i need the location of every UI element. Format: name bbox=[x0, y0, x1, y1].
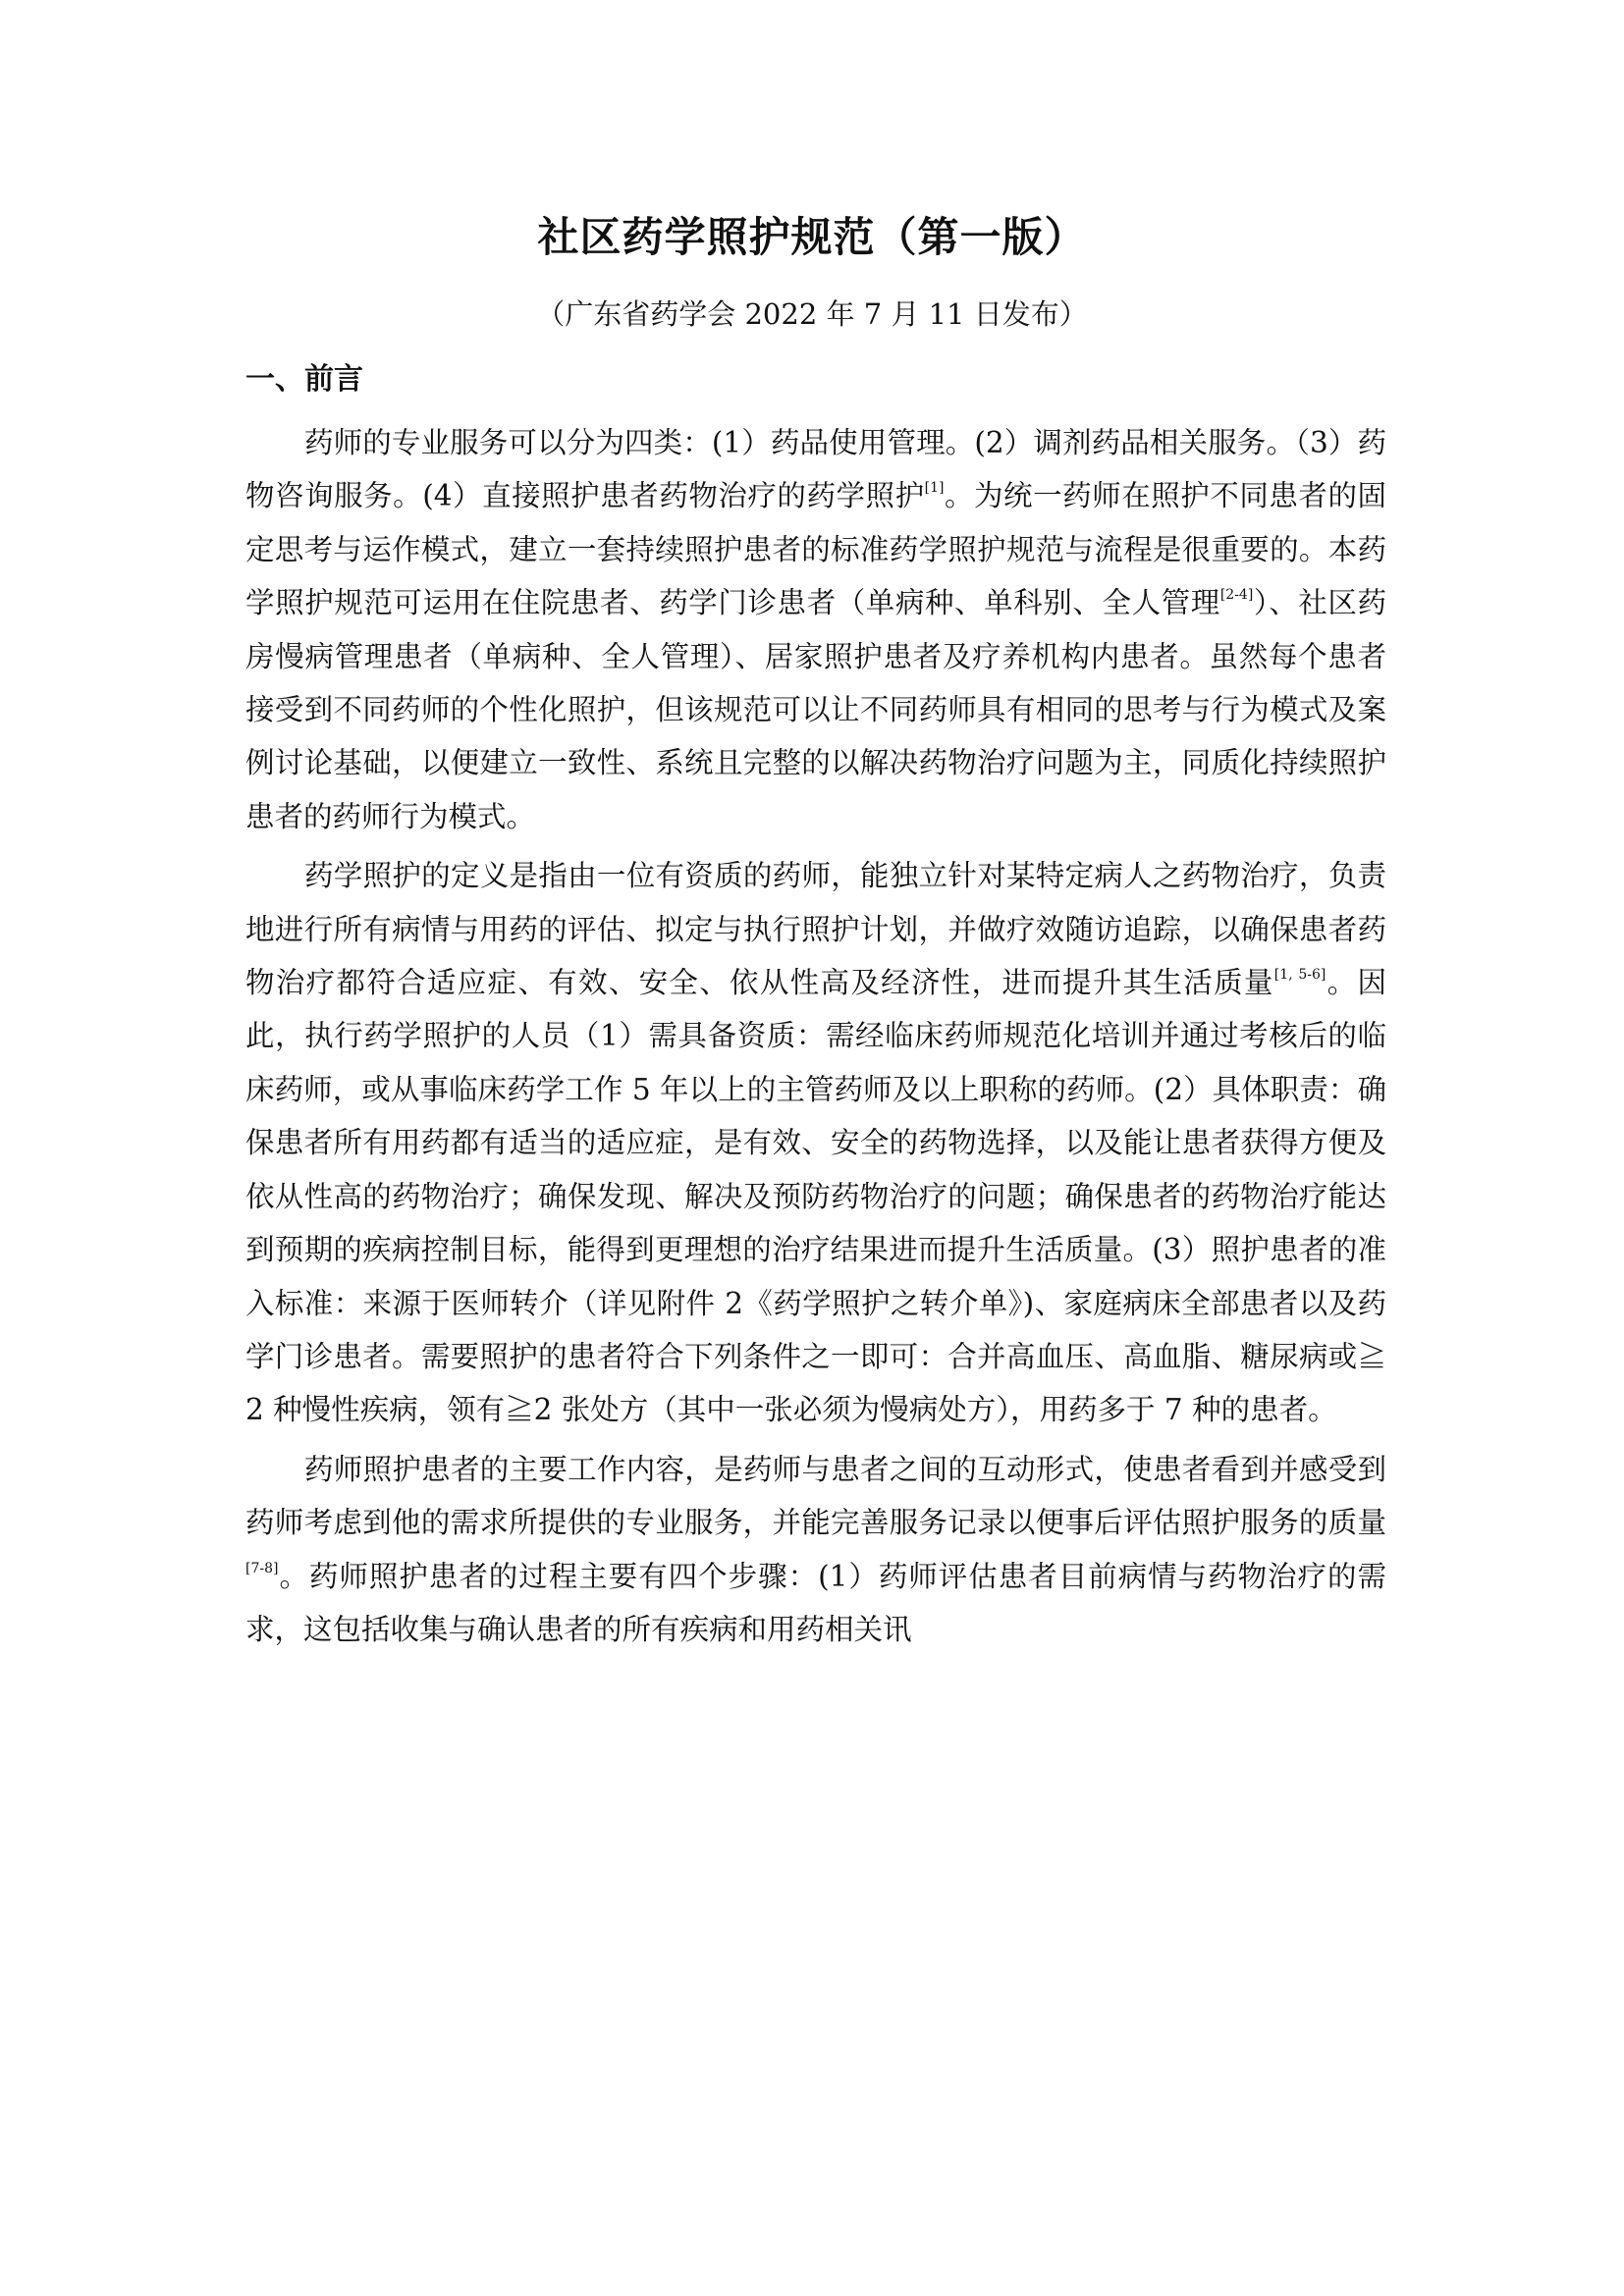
paragraph-text: 。为统一药师在照护不同患者的固定思考与运作模式，建立一套持续照护患者的标准药学照护规范与流程是很重要的。本药学照护规范可运用在住院患者、药学门诊患者（单病种、单科别、全人管理 bbox=[245, 479, 1386, 620]
citation: [7-8] bbox=[245, 1560, 279, 1576]
paragraph-text: 药师照护患者的主要工作内容，是药师与患者之间的互动形式，使患者看到并感受到药师考虑到他的需求所提供的专业服务，并能完善服务记录以便事后评估照护服务的质量 bbox=[245, 1452, 1386, 1540]
citation: [2-4] bbox=[1219, 587, 1254, 604]
paragraph-text: 。药师照护患者的过程主要有四个步骤：(1）药师评估患者目前病情与药物治疗的需求，这包括收集与确认患者的所有疾病和用药相关讯 bbox=[245, 1559, 1386, 1646]
paragraph-text: 药学照护的定义是指由一位有资质的药师，能独立针对某特定病人之药物治疗，负责地进行所有病情与用药的评估、拟定与执行照护计划，并做疗效随访追踪，以确保患者药物治疗都符合适应症、有效、安全、依从性高及经济性，进而提升其生活质量 bbox=[245, 859, 1386, 1000]
body-text bbox=[245, 416, 1386, 1662]
section-heading-preface: 一、前言 bbox=[245, 362, 363, 397]
document-title: 社区药学照护规范（第一版） bbox=[537, 213, 1087, 261]
paragraph-2 bbox=[245, 849, 1386, 1436]
paragraph-text: 。因此，执行药学照护的人员（1）需具备资质：需经临床药师规范化培训并通过考核后的临床药师，或从事临床药学工作 5 年以上的主管药师及以上职称的药师。(2）具体职责：确保患者所有用药都有适当的适应症，是有效、安全的药物选择，以及能让患者获得方便及依从性高的药物治疗；确保发现、解决及预防药物治疗的问题；确保患者的药物治疗能达到预期的疾病控制目标，能得到更理想的治疗结果进而提升生活质量。(3）照护患者的准入标准：来源于医师转介（详见附件 2《药学照护之转介单》)、家庭病床全部患者以及药学门诊患者。需要照护的患者符合下列条件之一即可：合并高血压、高血脂、糖尿病或≧2 种慢性疾病，领有≧2 张处方（其中一张必须为慢病处方），用药多于 7 种的患者。 bbox=[245, 966, 1386, 1427]
citation: [1] bbox=[924, 480, 945, 497]
paragraph-3 bbox=[245, 1443, 1386, 1657]
paragraph-text: ）、社区药房慢病管理患者（单病种、全人管理）、居家照护患者及疗养机构内患者。虽然每个患者接受到不同药师的个性化照护，但该规范可以让不同药师具有相同的思考与行为模式及案例讨论基础，以便建立一致性、系统且完整的以解决药物治疗问题为主，同质化持续照护患者的药师行为模式。 bbox=[245, 586, 1386, 833]
document-subtitle: （广东省药学会 2022 年 7 月 11 日发布） bbox=[536, 297, 1088, 331]
paragraph-text: 药师的专业服务可以分为四类：(1）药品使用管理。(2）调剂药品相关服务。（3）药物咨询服务。(4）直接照护患者药物治疗的药学照护 bbox=[245, 426, 1386, 513]
citation: [1, 5-6] bbox=[1273, 967, 1326, 984]
paragraph-1 bbox=[245, 416, 1386, 843]
